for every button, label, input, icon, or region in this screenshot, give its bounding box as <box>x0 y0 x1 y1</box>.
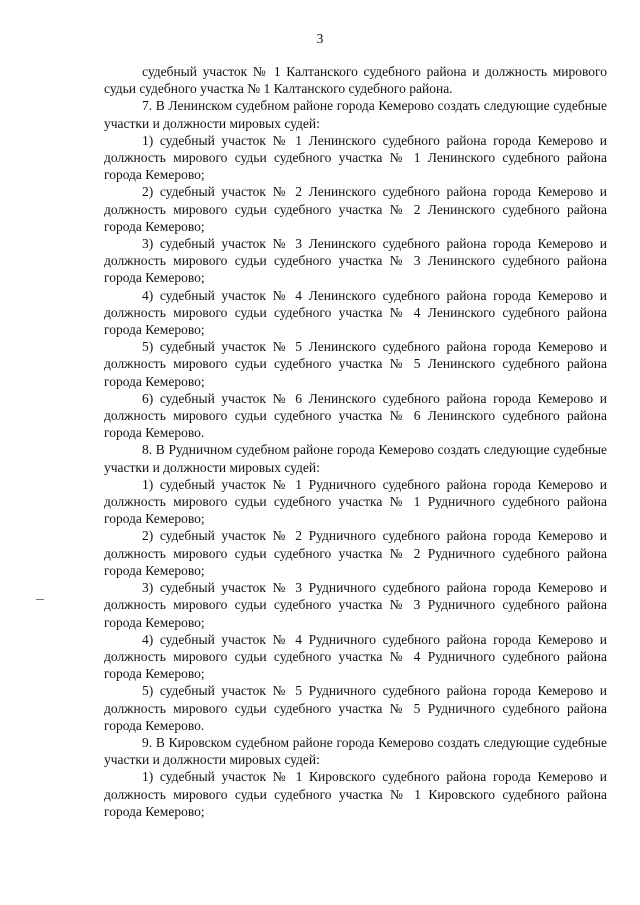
paragraph-item-7-5: 5) судебный участок № 5 Ленинского судебного района города Кемерово и должность мирового судьи судебного участка № 5 Ленинского судебного района города Кемерово; <box>104 339 607 389</box>
paragraph-item-8-1: 1) судебный участок № 1 Рудничного судебного района города Кемерово и должность мирового судьи судебного участка № 1 Рудничного судебного района города Кемерово; <box>104 476 607 527</box>
paragraph-item-7-3: 3) судебный участок № 3 Ленинского судебного района города Кемерово и должность мирового судьи судебного участка № 3 Ленинского судебного района города Кемерово; <box>104 236 607 286</box>
paragraph-clause-8: 8. В Рудничном судебном районе города Кемерово создать следующие судебные участки и должности мировых судей: <box>104 442 607 475</box>
margin-scan-mark <box>36 599 44 600</box>
document-body <box>104 63 607 820</box>
paragraph-item-7-2: 2) судебный участок № 2 Ленинского судебного района города Кемерово и должность мирового судьи судебного участка № 2 Ленинского судебного района города Кемерово; <box>104 184 607 234</box>
paragraph-continuation: судебный участок № 1 Калтанского судебного района и должность мирового судьи судебного участка № 1 Калтанского судебного района. <box>104 64 607 97</box>
paragraph-item-7-1: 1) судебный участок № 1 Ленинского судебного района города Кемерово и должность мирового судьи судебного участка № 1 Ленинского судебного района города Кемерово; <box>104 132 607 183</box>
paragraph-item-7-6: 6) судебный участок № 6 Ленинского судебного района города Кемерово и должность мирового судьи судебного участка № 6 Ленинского судебного района города Кемерово. <box>104 390 607 441</box>
paragraph-item-8-5: 5) судебный участок № 5 Рудничного судебного района города Кемерово и должность мирового судьи судебного участка № 5 Рудничного судебного района города Кемерово. <box>104 683 607 733</box>
paragraph-item-9-1: 1) судебный участок № 1 Кировского судебного района города Кемерово и должность мирового судьи судебного участка № 1 Кировского судебного района города Кемерово; <box>104 769 607 819</box>
paragraph-item-8-3: 3) судебный участок № 3 Рудничного судебного района города Кемерово и должность мирового судьи судебного участка № 3 Рудничного судебного района города Кемерово; <box>104 580 607 630</box>
paragraph-clause-7: 7. В Ленинском судебном районе города Кемерово создать следующие судебные участки и должности мировых судей: <box>104 98 607 131</box>
page-number: 3 <box>316 31 324 46</box>
paragraph-clause-9: 9. В Кировском судебном районе города Кемерово создать следующие судебные участки и должности мировых судей: <box>104 734 607 768</box>
paragraph-item-8-4: 4) судебный участок № 4 Рудничного судебного района города Кемерово и должность мирового судьи судебного участка № 4 Рудничного судебного района города Кемерово; <box>104 631 607 682</box>
paragraph-item-7-4: 4) судебный участок № 4 Ленинского судебного района города Кемерово и должность мирового судьи судебного участка № 4 Ленинского судебного района города Кемерово; <box>104 287 607 338</box>
paragraph-item-8-2: 2) судебный участок № 2 Рудничного судебного района города Кемерово и должность мирового судьи судебного участка № 2 Рудничного судебного района города Кемерово; <box>104 528 607 578</box>
